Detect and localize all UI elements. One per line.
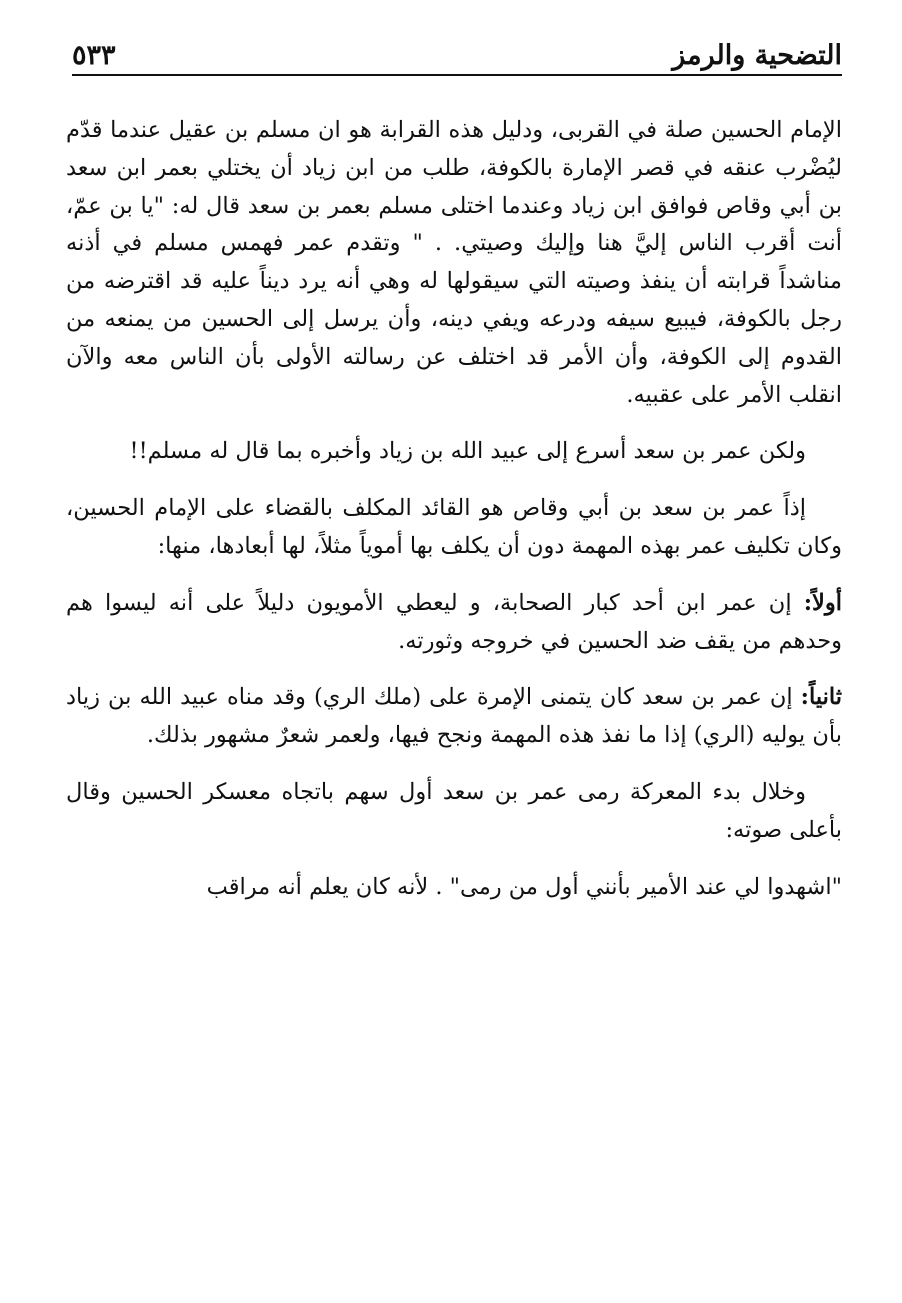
paragraph-3: إذاً عمر بن سعد بن أبي وقاص هو القائد المكلف بالقضاء على الإمام الحسين، وكان تكليف عمر بهذه المهمة دون أن يكلف بها أموياً مثلاً، لها أبعادها، منها: — [66, 495, 842, 559]
paragraph-7: "اشهدوا لي عند الأمير بأنني أول من رمى" . لأنه كان يعلم أنه مراقب — [206, 873, 842, 900]
second-point-label: ثانياً: — [800, 684, 842, 711]
page-header — [72, 28, 842, 72]
first-point-text: إن عمر ابن أحد كبار الصحابة، و ليعطي الأمويون دليلاً على أنه ليسوا هم وحدهم من يقف ضد الحسين في خروجه وثورته. — [66, 589, 842, 654]
first-point-label: أولاً: — [803, 589, 842, 616]
paragraph-1: الإمام الحسين صلة في القربى، ودليل هذه القرابة هو ان مسلم بن عقيل عندما قدّم ليُضْرب عنقه في قصر الإمارة بالكوفة، طلب من ابن زياد أن يختلي بعمر ابن سعد بن أبي وقاص فوافق ابن زياد وعندما اختلى مسلم بعمر بن سعد قال له: "يا بن عمّ، أنت أقرب الناس إليَّ هنا وإليك وصيتي. . " وتقدم عمر فهمس مسلم في أذنه مناشداً قرابته أن ينفذ وصيته التي سيقولها له وهي أنه يرد ديناً عليه قد اقترضه من رجل بالكوفة، فيبيع سيفه ودرعه ويفي دينه، وأن يرسل إلى الحسين من يمنعه من القدوم إلى الكوفة، وأن الأمر قد اختلف عن رسالته الأولى بأن الناس معه والآن انقلب الأمر على عقبيه. — [66, 117, 842, 408]
paragraph-6: وخلال بدء المعركة رمى عمر بن سعد أول سهم باتجاه معسكر الحسين وقال بأعلى صوته: — [66, 778, 842, 843]
paragraph-5 — [66, 679, 842, 755]
running-title: التضحية والرمز — [672, 39, 842, 71]
paragraph-4 — [66, 585, 842, 661]
paragraph-2: ولكن عمر بن سعد أسرع إلى عبيد الله بن زياد وأخبره بما قال له مسلم!! — [129, 438, 806, 465]
page-number: ٥٣٣ — [72, 39, 116, 71]
body-text — [66, 112, 842, 925]
header-rule — [72, 74, 842, 76]
second-point-text: إن عمر بن سعد كان يتمنى الإمرة على (ملك الري) وقد مناه عبيد الله بن زياد بأن يوليه (الري) إذا ما نفذ هذه المهمة ونجح فيها، ولعمر شعرٌ مشهور بذلك. — [66, 684, 842, 749]
